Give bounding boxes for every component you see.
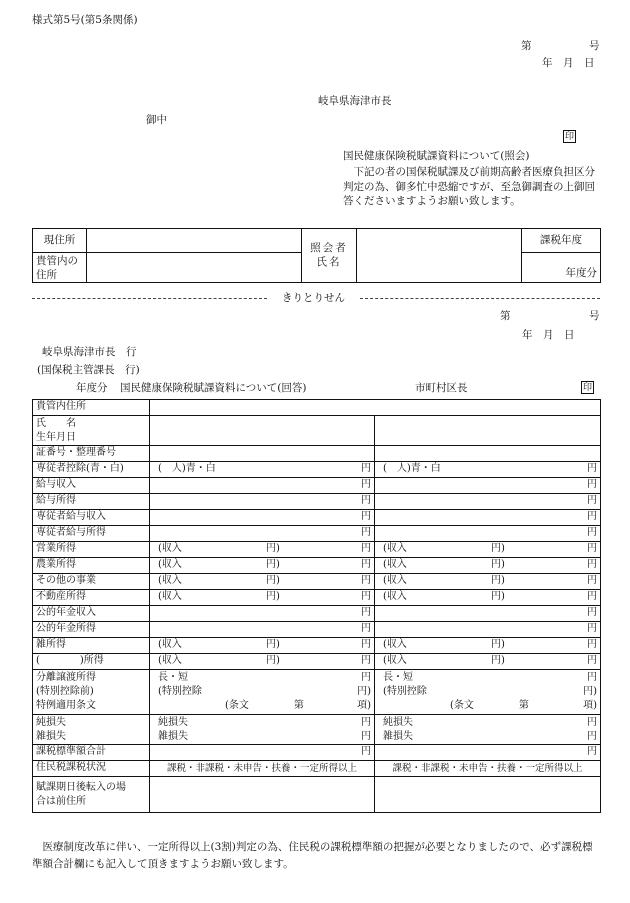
- table-row: [33, 761, 601, 777]
- real-estate-field-1[interactable]: (収入 円) 円: [150, 590, 375, 606]
- exclusive-salary-earnings-field-2[interactable]: 円: [375, 526, 601, 542]
- reply-from: 市町村区長: [415, 382, 468, 394]
- table-row: [33, 478, 601, 494]
- exclusive-deduction-field-2[interactable]: ( 人)青・白 円: [375, 462, 601, 478]
- row-label-exclusive-salary-earnings: 専従者給与所得: [33, 526, 150, 542]
- current-address-field[interactable]: [87, 229, 302, 253]
- losses-field-2[interactable]: 純損失 円 雑損失 円: [375, 715, 601, 745]
- reply-date: 年 月 日: [522, 329, 575, 341]
- reply-title: 国民健康保険税賦課資料について(回答): [120, 382, 307, 394]
- other-business-field-1[interactable]: (収入 円) 円: [150, 574, 375, 590]
- reply-table: [32, 399, 601, 813]
- exclusive-salary-earnings-field-1[interactable]: 円: [150, 526, 375, 542]
- salary-income-field-2[interactable]: 円: [375, 478, 601, 494]
- misc-field-1[interactable]: (収入 円) 円: [150, 638, 375, 654]
- row-label-cert: 証番号・整理番号: [33, 446, 150, 462]
- resident-status-field-2[interactable]: 課税・非課税・未申告・扶養・一定所得以上: [375, 761, 601, 777]
- row-label-real-estate: 不動産所得: [33, 590, 150, 606]
- table-row: [33, 715, 601, 745]
- resident-status-field-1[interactable]: 課税・非課税・未申告・扶養・一定所得以上: [150, 761, 375, 777]
- row-label-exclusive-deduction: 専従者控除(青・白): [33, 462, 150, 478]
- business-field-1[interactable]: (収入 円) 円: [150, 542, 375, 558]
- reply-year-label: 年度分: [76, 382, 108, 394]
- reply-to-dept: (国保税主管課長 行): [37, 364, 140, 376]
- table-row: [33, 446, 601, 462]
- label-tax-year: 課税年度: [522, 229, 601, 253]
- ref-dai: 第: [521, 40, 532, 52]
- pension-income-field-1[interactable]: 円: [150, 606, 375, 622]
- table-row: [33, 542, 601, 558]
- other-field-1[interactable]: (収入 円) 円: [150, 654, 375, 670]
- row-label-other: ( )所得: [33, 654, 150, 670]
- table-row: [33, 510, 601, 526]
- row-label-sep-transfer: 分離譲渡所得 (特別控除前) 特例適用条文: [33, 670, 150, 715]
- cut-line-label: きりとりせん: [282, 292, 345, 304]
- row-label-salary-income: 給与収入: [33, 478, 150, 494]
- moved-field-2[interactable]: [375, 777, 601, 813]
- address-field[interactable]: [150, 400, 601, 416]
- table-row: [33, 654, 601, 670]
- pension-earnings-field-1[interactable]: 円: [150, 622, 375, 638]
- exclusive-salary-income-field-1[interactable]: 円: [150, 510, 375, 526]
- agriculture-field-2[interactable]: (収入 円) 円: [375, 558, 601, 574]
- inquiry-title: 国民健康保険税賦課資料について(照会): [343, 150, 530, 162]
- table-row: [33, 622, 601, 638]
- table-row: [33, 416, 601, 446]
- date-line: 年 月 日: [542, 57, 595, 69]
- label-current-address: 現住所: [33, 229, 87, 253]
- cert-field-2[interactable]: [375, 446, 601, 462]
- row-label-exclusive-salary-income: 専従者給与収入: [33, 510, 150, 526]
- table-row: [33, 590, 601, 606]
- table-row: [33, 494, 601, 510]
- reply-dai: 第: [500, 310, 511, 322]
- row-label-tax-base-total: 課税標準額合計: [33, 745, 150, 761]
- real-estate-field-2[interactable]: (収入 円) 円: [375, 590, 601, 606]
- row-label-misc: 雑所得: [33, 638, 150, 654]
- table-row: [33, 606, 601, 622]
- row-label-name-birth: [33, 416, 150, 446]
- table-row: [33, 462, 601, 478]
- moved-field-1[interactable]: [150, 777, 375, 813]
- pension-earnings-field-2[interactable]: 円: [375, 622, 601, 638]
- row-label-address: 貴管内住所: [33, 400, 150, 416]
- sep-transfer-field-2[interactable]: 長・短 円 (特別控除 円) (条文 第 項): [375, 670, 601, 715]
- table-row: [33, 745, 601, 761]
- row-label-business: 営業所得: [33, 542, 150, 558]
- tax-base-total-field-2[interactable]: 円: [375, 745, 601, 761]
- exclusive-deduction-field-1[interactable]: ( 人)青・白 円: [150, 462, 375, 478]
- name-birth-field-2[interactable]: [375, 416, 601, 446]
- form-number: 様式第5号(第5条関係): [32, 14, 138, 26]
- seal-box: 印: [564, 132, 574, 142]
- label-prev-address: 貴管内の住所: [33, 253, 87, 283]
- row-label-pension-income: 公的年金収入: [33, 606, 150, 622]
- agriculture-field-1[interactable]: (収入 円) 円: [150, 558, 375, 574]
- ref-go: 号: [589, 40, 600, 52]
- row-label-pension-earnings: 公的年金所得: [33, 622, 150, 638]
- losses-field-1[interactable]: 純損失 円 雑損失 円: [150, 715, 375, 745]
- business-field-2[interactable]: (収入 円) 円: [375, 542, 601, 558]
- prev-address-field[interactable]: [87, 253, 302, 283]
- footer-note: 医療制度改革に伴い、一定所得以上(3割)判定の為、住民税の課税標準額の把握が必要となりましたので、必ず課税標準額合計欄にも記入して頂きますようお願い致します。: [32, 841, 593, 870]
- label-inquiree: 照会者氏名: [302, 229, 357, 283]
- salary-earnings-field-2[interactable]: 円: [375, 494, 601, 510]
- reply-to: 岐阜県海津市長 行: [42, 346, 137, 358]
- pension-income-field-2[interactable]: 円: [375, 606, 601, 622]
- sender: 岐阜県海津市長: [318, 95, 392, 107]
- exclusive-salary-income-field-2[interactable]: 円: [375, 510, 601, 526]
- inquiry-body: 下記の者の国保税賦課及び前期高齢者医療負担区分判定の為、御多忙中恐縮ですが、至急御調査の上御回答くださいますようお願い致します。: [343, 166, 595, 207]
- salary-earnings-field-1[interactable]: 円: [150, 494, 375, 510]
- table-row: [33, 670, 601, 715]
- inquiry-table: [32, 228, 601, 283]
- row-label-moved: 賦課期日後転入の場 合は前住所: [33, 777, 150, 813]
- cut-line: [32, 292, 600, 304]
- table-row: [33, 777, 601, 813]
- tax-year-field[interactable]: 年度分: [522, 253, 601, 283]
- table-row: [33, 574, 601, 590]
- other-field-2[interactable]: (収入 円) 円: [375, 654, 601, 670]
- misc-field-2[interactable]: (収入 円) 円: [375, 638, 601, 654]
- row-label-agriculture: 農業所得: [33, 558, 150, 574]
- addressee: 御中: [146, 114, 167, 126]
- salary-income-field-1[interactable]: 円: [150, 478, 375, 494]
- row-label-birth: 生年月日: [36, 431, 76, 443]
- row-label-name: 氏 名: [36, 417, 76, 429]
- name-birth-field-1[interactable]: [150, 416, 375, 446]
- reply-seal-box: 印: [582, 383, 592, 393]
- cert-field-1[interactable]: [150, 446, 375, 462]
- row-label-losses: 純損失 雑損失: [33, 715, 150, 745]
- reply-go: 号: [589, 310, 600, 322]
- row-label-salary-earnings: 給与所得: [33, 494, 150, 510]
- table-row: [33, 526, 601, 542]
- tax-base-total-field-1[interactable]: 円: [150, 745, 375, 761]
- row-label-resident-status: 住民税課税状況: [33, 761, 150, 777]
- table-row: [33, 558, 601, 574]
- row-label-other-business: その他の事業: [33, 574, 150, 590]
- table-row: [33, 400, 601, 416]
- inquiree-field[interactable]: [357, 229, 522, 283]
- other-business-field-2[interactable]: (収入 円) 円: [375, 574, 601, 590]
- sep-transfer-field-1[interactable]: 長・短 円 (特別控除 円) (条文 第 項): [150, 670, 375, 715]
- table-row: [33, 638, 601, 654]
